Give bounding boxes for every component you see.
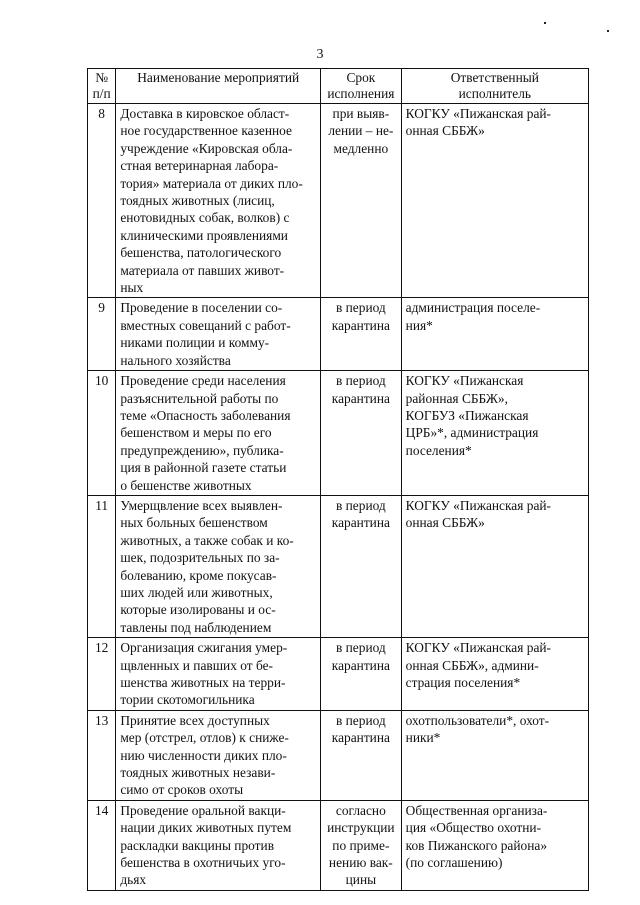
table-row [88, 104, 589, 298]
responsible: КОГКУ «Пижанская рай- онная СББЖ» [401, 104, 588, 298]
header-activity-name: Наименование мероприятий [116, 69, 321, 104]
activity-name: Проведение в поселении со- вместных совещаний с работ- никами полиции и комму- нального хозяйства [116, 298, 321, 371]
header-responsible: Ответственный исполнитель [401, 69, 588, 104]
header-number: № п/п [88, 69, 116, 104]
row-number: 10 [88, 371, 116, 496]
activity-name: Проведение оральной вакци- нации диких животных путем раскладки вакцины против бешенства в охотничьих уго- дьях [116, 800, 321, 890]
table-row [88, 710, 589, 800]
responsible: КОГКУ «Пижанская рай- онная СББЖ», админи- страция поселения* [401, 638, 588, 711]
row-number: 14 [88, 800, 116, 890]
responsible: КОГКУ «Пижанская рай- онная СББЖ» [401, 495, 588, 637]
deadline: при выяв- лении – не- медленно [321, 104, 402, 298]
activity-name: Принятие всех доступных мер (отстрел, отлов) к сниже- нию численности диких пло- тоядных животных незави- симо от сроков охоты [116, 710, 321, 800]
table-header-row [88, 69, 589, 104]
activities-table [87, 68, 589, 891]
activity-name: Проведение среди населения разъяснительной работы по теме «Опасность заболевания бешенством и меры по его предупреждению», публика- ция в районной газете статьи о бешенстве животных [116, 371, 321, 496]
deadline: согласно инструкции по приме- нению вак- цины [321, 800, 402, 890]
header-deadline: Срок исполнения [321, 69, 402, 104]
row-number: 13 [88, 710, 116, 800]
row-number: 8 [88, 104, 116, 298]
deadline: в период карантина [321, 298, 402, 371]
deadline: в период карантина [321, 710, 402, 800]
responsible: администрация поселе- ния* [401, 298, 588, 371]
deadline: в период карантина [321, 495, 402, 637]
table-row [88, 371, 589, 496]
responsible: КОГКУ «Пижанская районная СББЖ», КОГБУЗ «Пижанская ЦРБ»*, администрация поселения* [401, 371, 588, 496]
table-row [88, 298, 589, 371]
row-number: 12 [88, 638, 116, 711]
table-row [88, 638, 589, 711]
row-number: 11 [88, 495, 116, 637]
deadline: в период карантина [321, 371, 402, 496]
responsible: Общественная организа- ция «Общество охотни- ков Пижанского района» (по соглашению) [401, 800, 588, 890]
scan-speck [607, 30, 609, 32]
activity-name: Умерщвление всех выявлен- ных больных бешенством животных, а также собак и ко- шек, подозрительных по за- болеванию, кроме покусав- ших людей или животных, которые изолированы и ос- тавлены под наблюдением [116, 495, 321, 637]
row-number: 9 [88, 298, 116, 371]
table-row [88, 800, 589, 890]
deadline: в период карантина [321, 638, 402, 711]
activity-name: Организация сжигания умер- щвленных и павших от бе- шенства животных на терри- тории скотомогильника [116, 638, 321, 711]
scan-speck [544, 22, 546, 24]
responsible: охотпользователи*, охот- ники* [401, 710, 588, 800]
page-number: 3 [316, 47, 324, 62]
activity-name: Доставка в кировское област- ное государственное казенное учреждение «Кировская обла- стная ветеринарная лабора- тория» материала от диких пло- тоядных животных (лисиц, енотовидных собак, волков) с клиническими проявлениями бешенства, патологического материала от павших живот- ных [116, 104, 321, 298]
table-row [88, 495, 589, 637]
